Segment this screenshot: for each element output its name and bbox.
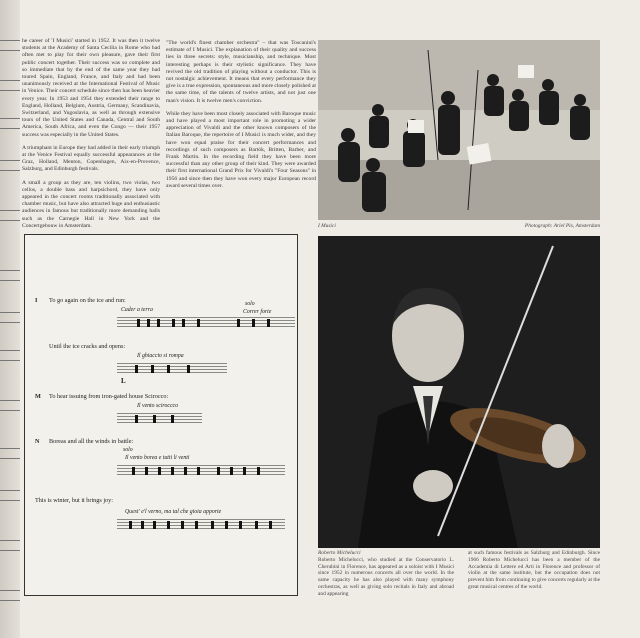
soloist-photo	[318, 236, 600, 548]
binding-spine	[0, 0, 20, 638]
performance-mark: solo	[123, 447, 133, 453]
soloist-name: Roberto Michelucci	[318, 550, 361, 556]
verse-I	[35, 297, 126, 304]
verse-letter: I	[35, 297, 38, 304]
staff	[117, 363, 227, 375]
verse-L	[35, 343, 125, 350]
staff	[117, 317, 295, 329]
verse-text: Boreas and all the winds in battle:	[49, 438, 134, 445]
record-sleeve-page	[20, 0, 640, 638]
paragraph: he career of 'I Musici' started in 1952. It was then it twelve students at the Academy of Santa Cecilia in Rome who had often met to play for their own pleasure, gave their first public concert together. Their success was so complete and so immediate that by the end of the same year they had toured Spain, England, France, and Italy and had been unanimously received at the International Festival of Music in Venice. Their concert schedule since then has been heavier every year. In 1953 and 1954 they extended their range to England, Holland, Belgium, Austria, Germany, Scandinavia, Switzerland, and Yugoslavia, as well as through extensive tours of the United States and Canada, Central and South America, South Africa, and even the Congo — their 1957 success was especially in the United States.	[22, 38, 160, 138]
verse-text: To hear issuing from iron-gated house Scirocco:	[49, 393, 169, 400]
photo-credit: Photograph: Ariel Pix, Amsterdam	[524, 223, 600, 229]
soloist-caption-left	[318, 550, 454, 598]
paragraph: "The world's finest chamber orchestra" – that was Toscanini's estimate of I Musici. The explanation of their quality and success lies in three secrets: style, musicianship, and technique. Most interesting perhaps is their stylistic significance. They have revived the old tradition of playing without a conductor. This is not nostalgic achievement. It means that every performance they give is a true expression, spontaneous and more closely polished at the same time, of the talents of twelve artists, and not just one man's vision. It is twelve men's conviction.	[166, 40, 316, 104]
lyric: Il vento borea e tutti li venti	[125, 455, 190, 461]
soloist-caption-right: at such famous festivals as Salzburg and Edinburgh. Since 1966 Roberto Michelucci has been a member of the Accademia di Lettere ed Arti in Florence and professor of violin at the same institute, but the occupation does not prevent him from continuing to give concerts regularly at the great musical centres of the world.	[468, 550, 600, 590]
lyric: Quest' e'l verno, ma tal che gioia apporte	[125, 509, 222, 515]
verse-letter: N	[35, 438, 40, 445]
verse-text: To go again on the ice and run:	[49, 297, 126, 304]
staff	[117, 519, 285, 531]
lyric: Correr forte	[243, 309, 272, 315]
left-text-column	[22, 38, 160, 236]
ensemble-photo-caption: I Musici	[318, 223, 336, 229]
staff	[117, 465, 285, 477]
ensemble-photo-illustration	[318, 40, 600, 220]
paragraph: While they have been most closely associated with Baroque music and have played a most important role in promoting a wider appreciation of Vivaldi and the other known composers of the Italian Baroque, the repertoire of I Musici is much wider, and they have won equal praise for their concert performances and recordings of such composers as Bartók, Britten, Barber, and Frank Martin. In the recording field they have been more successful than any other group of their kind. They were awarded their first international Grand Prix for Vivaldi's "Four Seasons" in 1956 and since then they have won every major European record award several times over.	[166, 110, 316, 189]
score-excerpts-box	[24, 234, 298, 596]
violinist-illustration	[318, 236, 600, 548]
lyric: Cader a terra	[121, 307, 153, 313]
paragraph: A triumphant in Europe they had added in their early triumph at the Venice Festival equally successful appearances at the Graz, Holland, Menton, Copenhagen, Aix-en-Provence, Salzburg, and Edinburgh festivals.	[22, 144, 160, 173]
staff	[117, 413, 202, 425]
verse-final	[35, 497, 113, 504]
verse-N	[35, 438, 133, 445]
ensemble-photo	[318, 40, 600, 220]
verse-letter: M	[35, 393, 41, 400]
verse-M	[35, 393, 168, 400]
right-text-column	[166, 40, 316, 196]
paragraph: A small a group as they are, ten violins, two violas, two cellos, a double bass and harpsichord, they have only appeared in the concert rooms traditionally associated with chamber music, but have also attracted huge and enthusiastic audiences in famous but traditionally more demanding halls such as the Carnegie Hall in New York and the Concertgebouw in Amsterdam.	[22, 179, 160, 229]
soloist-bio: Roberto Michelucci, who studied at the Conservatorio L. Cherubini in Florence, has appeared as a soloist with I Musici since 1952 in numerous concerts all over the world. In the same capacity he has also played with many symphony orchestras, as well as giving solo recitals in Italy and abroad and appearing	[318, 556, 454, 597]
section-letter: L	[121, 377, 126, 385]
performance-mark: solo	[245, 301, 255, 307]
verse-letter	[35, 343, 49, 350]
lyric: Il vento sciroccco	[137, 403, 178, 409]
verse-text: Until the ice cracks and opens:	[49, 343, 126, 350]
verse-text: This is winter, but it brings joy:	[35, 497, 113, 504]
lyric: Il ghiaccio si rompa	[137, 353, 184, 359]
